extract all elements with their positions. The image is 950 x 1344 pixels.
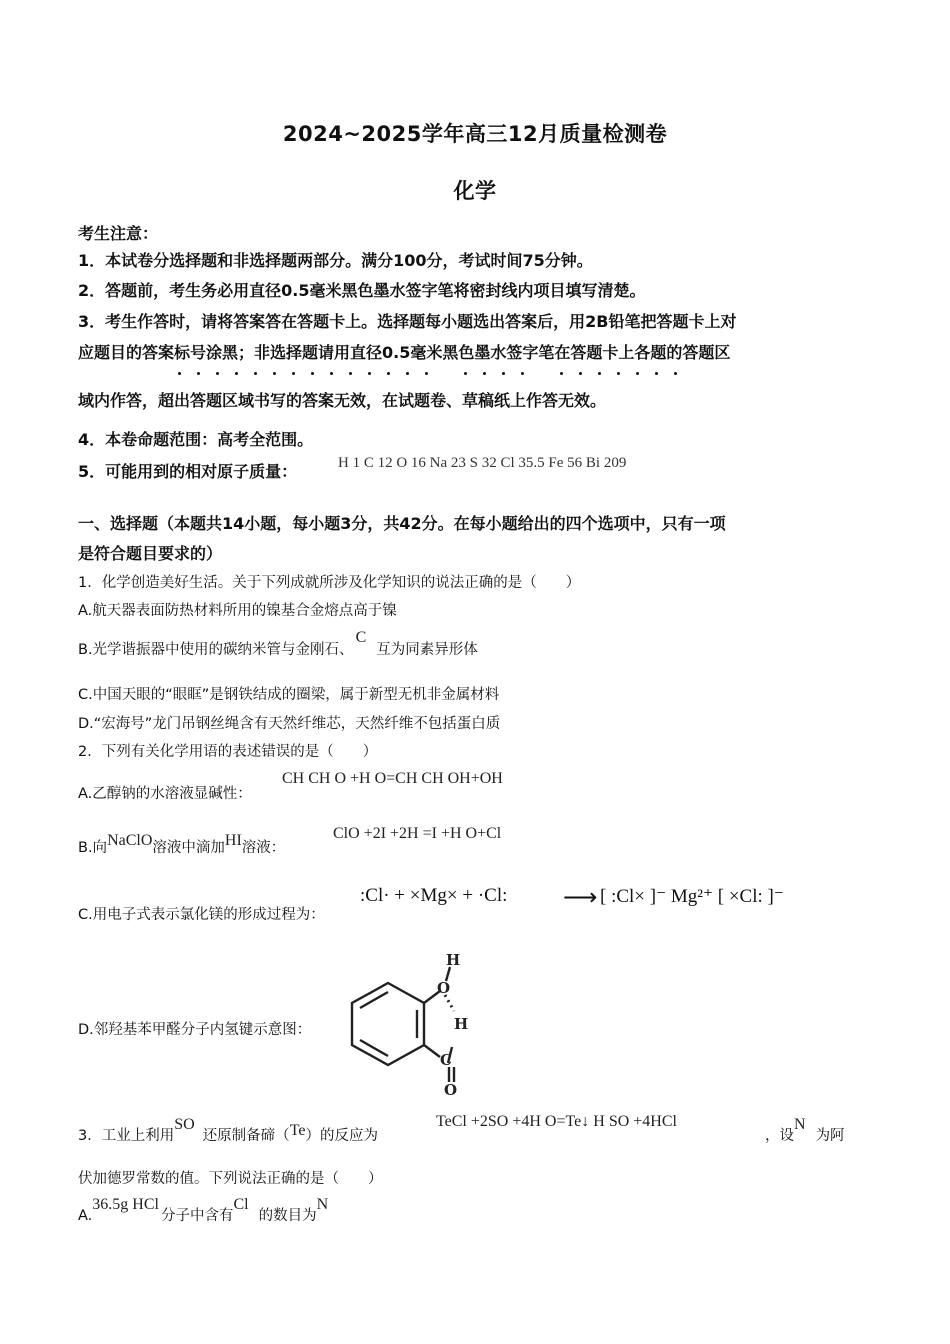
q1-option-c: C.中国天眼的“眼眶”是钢铁结成的圈梁，属于新型无机非金属材料 [78, 687, 500, 703]
q2-option-b-formula-2: HI [224, 832, 242, 849]
q1-option-b-formula: C [355, 629, 367, 646]
q2-option-a-equation: CH CH O +H O=CH CH OH+OH [282, 770, 503, 787]
q1-option-b-text-end: 互为同素异形体 [376, 642, 478, 658]
atom-h-mid: H [454, 1015, 469, 1033]
subject-title: 化学 [453, 179, 497, 203]
q3-stem-text-3: ）的反应为 [305, 1128, 378, 1144]
section-1-heading-line-1: 一、选择题（本题共14小题，每小题3分，共42分。在每小题给出的四个选项中，只有一项 [78, 514, 726, 533]
note-1: 1．本试卷分选择题和非选择题两部分。满分100分，考试时间75分钟。 [78, 251, 593, 270]
note-3-line-3: 域内作答，超出答题区域书写的答案无效，在试题卷、草稿纸上作答无效。 [78, 391, 607, 410]
atom-o-top: O [437, 979, 451, 997]
q3-formula-so2: SO [174, 1116, 195, 1133]
q3-option-a-text: 分子中含有 [160, 1208, 234, 1224]
atom-h-top: H [446, 951, 461, 969]
section-1-heading-line-2: 是符合题目要求的） [78, 544, 223, 563]
hydrogen-bond [445, 995, 454, 1011]
q3-formula-na: N [794, 1116, 806, 1133]
exam-title: 2024~2025学年高三12月质量检测卷 [282, 122, 668, 146]
q3-formula-te: Te [289, 1122, 306, 1139]
q3-stem-tail [765, 1116, 845, 1145]
q2-option-c-arrow: ⟶ [563, 885, 598, 911]
q2-option-c-text: C.用电子式表示氯化镁的形成过程为： [78, 907, 325, 923]
q1-stem: 1．化学创造美好生活。关于下列成就所涉及化学知识的说法正确的是（ ） [78, 575, 581, 591]
note-3-line-2: 应题目的答案标号涂黑；非选择题请用直径0.5毫米黑色墨水签字笔在答题卡上各题的答题区 [78, 343, 731, 362]
q2-option-b-formula-1: NaClO [107, 832, 153, 849]
q3-stem-text-4: ，设 [765, 1128, 794, 1144]
q2-option-b-text: B.向 [78, 840, 108, 856]
q3-option-a [78, 1196, 329, 1225]
benzene-ring [352, 983, 424, 1065]
q2-stem: 2．下列有关化学用语的表述错误的是（ ） [78, 744, 378, 760]
q3-stem-text-2: 还原制备碲（ [202, 1128, 290, 1144]
q3-stem [78, 1116, 378, 1145]
atomic-masses: H 1 C 12 O 16 Na 23 S 32 Cl 35.5 Fe 56 Bi 209 [338, 455, 627, 471]
atom-c: C [440, 1051, 452, 1069]
q3-option-a-text-2: 的数目为 [258, 1208, 317, 1224]
note-2: 2．答题前，考生务必用直径0.5毫米黑色墨水签字笔将密封线内项目填写清楚。 [78, 281, 646, 300]
note-4: 4．本卷命题范围：高考全范围。 [78, 430, 314, 449]
q3-stem-line-2: 伏加德罗常数的值。下列说法正确的是（ ） [78, 1171, 383, 1187]
atom-o-bottom: O [444, 1081, 458, 1095]
q2-option-a-text: A.乙醇钠的水溶液显碱性： [78, 786, 252, 802]
q2-option-b-text-3: 溶液： [241, 840, 286, 856]
q2-option-c-lewis-left: :Cl· + ×Mg× + ·Cl: [360, 885, 508, 906]
emphasis-dots [178, 372, 688, 378]
q2-option-b-text-2: 溶液中滴加 [152, 840, 225, 856]
q3-option-a-formula-1: 36.5g HCl [92, 1196, 159, 1213]
q2-option-a [78, 782, 252, 803]
c-c-bond [424, 1045, 440, 1057]
q3-stem-text-1: 3．工业上利用 [78, 1128, 175, 1144]
note-3-line-1: 3．考生作答时，请将答案答在答题卡上。选择题每小题选出答案后，用2B铅笔把答题卡上对 [78, 312, 737, 331]
q2-option-b [78, 832, 286, 857]
q1-option-b-text: B.光学谐振器中使用的碳纳米管与金刚石、 [78, 642, 354, 658]
q1-option-a: A.航天器表面防热材料所用的镍基合金熔点高于镍 [78, 603, 397, 619]
q3-option-a-label: A. [78, 1208, 93, 1224]
q1-option-d: D.“宏海号”龙门吊钢丝绳含有天然纤维芯，天然纤维不包括蛋白质 [78, 716, 501, 732]
q2-option-b-equation: ClO +2I +2H =I +H O+Cl [333, 825, 502, 842]
notes-heading: 考生注意： [78, 224, 159, 243]
q3-stem-text-5: 为阿 [815, 1128, 845, 1144]
q2-option-d-text: D.邻羟基苯甲醛分子内氢键示意图： [78, 1022, 312, 1038]
q1-option-b [78, 629, 478, 659]
q3-option-a-formula-2: Cl [233, 1196, 249, 1213]
q3-option-a-formula-3: N [316, 1196, 329, 1213]
salicylaldehyde-structure [340, 945, 480, 1095]
q2-option-c-lewis-right: [ :Cl× ]⁻ Mg²⁺ [ ×Cl: ]⁻ [600, 886, 784, 907]
note-5-label: 5．可能用到的相对原子质量： [78, 462, 298, 481]
q3-reaction-equation: TeCl +2SO +4H O=Te↓ H SO +4HCl [436, 1113, 677, 1130]
